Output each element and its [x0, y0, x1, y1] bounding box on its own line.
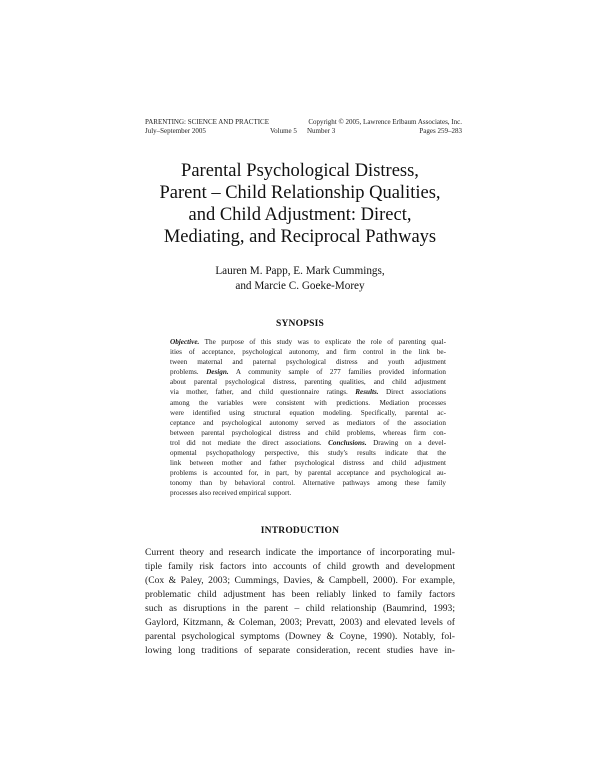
body-line: tiple family risk factors into accounts of child growth and development: [145, 561, 455, 572]
synopsis-heading: SYNOPSIS: [275, 319, 325, 329]
synopsis-body: [170, 337, 446, 499]
title-line: Parental Psychological Distress,: [181, 161, 419, 181]
authors-line: and Marcie C. Goeke-Morey: [235, 280, 365, 292]
synopsis-line: about parental psychological distress, parenting qualities, and child adjustment: [170, 378, 446, 387]
synopsis-line: trol did not mediate the direct associations. Conclusions. Drawing on a devel-: [170, 438, 446, 447]
body-line: Gaylord, Kitzmann, & Coleman, 2003; Prevatt, 2003) and elevated levels of: [145, 617, 455, 628]
title-line: Mediating, and Reciprocal Pathways: [163, 227, 437, 247]
body-line: problematic child adjustment has been reliably linked to family factors: [145, 589, 455, 600]
synopsis-line: problems. Design. A community sample of 277 families provided information: [170, 368, 447, 377]
synopsis-label: Design.: [206, 368, 229, 377]
introduction-heading: INTRODUCTION: [260, 526, 340, 536]
introduction-body: [145, 546, 455, 658]
synopsis-line: problems is accounted for, in part, by parental acceptance and psychological au-: [170, 469, 446, 478]
authors: [0, 264, 600, 294]
page-range: Pages 259–283: [419, 127, 462, 135]
synopsis-line: processes also received empirical support.: [170, 489, 292, 498]
body-line: parental psychological symptoms (Downey & Coyne, 1990). Notably, fol-: [145, 631, 455, 642]
body-line: (Cox & Paley, 2003; Cummings, Davies, & Campbell, 2000). For example,: [145, 575, 455, 586]
body-line: Current theory and research indicate the importance of incorporating mul-: [145, 547, 455, 558]
volume: Volume 5: [270, 127, 297, 135]
synopsis-line: via mother, father, and child questionnaire ratings. Results. Direct associations: [170, 388, 446, 397]
synopsis-line: ities of acceptance, psychological autonomy, and firm control in the link be-: [170, 348, 446, 357]
issue-number: Number 3: [307, 127, 336, 135]
issue-date: July–September 2005: [145, 127, 206, 135]
synopsis-line: tween maternal and paternal psychological distress and youth adjustment: [170, 358, 446, 367]
synopsis-line: ceptance and psychological autonomy served as mediators of the association: [170, 418, 446, 427]
synopsis-label: Results.: [355, 388, 379, 397]
synopsis-line: between parental psychological distress and child problems, whereas firm con-: [170, 428, 446, 437]
body-line: lowing long traditions of separate consideration, recent studies have in-: [145, 645, 455, 656]
synopsis-line: link between mother and father psychological distress and child adjustment: [170, 459, 446, 468]
synopsis-line: opmental psychopathology perspective, this study's results indicate that the: [170, 449, 446, 458]
body-line: such as disruptions in the parent – child relationship (Baumrind, 1993;: [145, 603, 455, 614]
journal-name: PARENTING: SCIENCE AND PRACTICE: [145, 118, 270, 126]
authors-line: Lauren M. Papp, E. Mark Cummings,: [215, 265, 385, 277]
synopsis-line: tonomy than by behavioral control. Alternative pathways among these family: [170, 479, 446, 488]
synopsis-line: were identified using structural equation modeling. Specifically, parental ac-: [170, 408, 446, 417]
synopsis-line: Objective. The purpose of this study was to explicate the role of parenting qual-: [170, 338, 446, 346]
synopsis-label: Objective.: [170, 338, 200, 346]
article-title: [0, 160, 600, 248]
copyright: Copyright © 2005, Lawrence Erlbaum Associates, Inc.: [308, 118, 462, 126]
title-line: Parent – Child Relationship Qualities,: [159, 183, 441, 203]
synopsis-label: Conclusions.: [328, 438, 367, 447]
title-line: and Child Adjustment: Direct,: [188, 205, 412, 225]
synopsis-line: among the variables were consistent with predictions. Mediation processes: [170, 398, 446, 407]
